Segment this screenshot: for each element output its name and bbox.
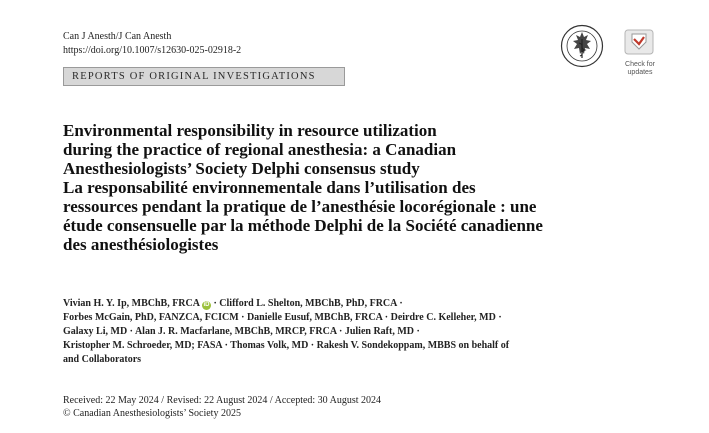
french-title-line: des anesthésiologistes <box>63 235 219 254</box>
section-label: REPORTS OF ORIGINAL INVESTIGATIONS <box>72 71 316 82</box>
doi-link[interactable]: https://doi.org/10.1007/s12630-025-02918-2 <box>63 45 242 56</box>
co-authors: · Clifford L. Shelton, MBChB, PhD, FRCA · <box>210 298 403 309</box>
first-author[interactable]: Vivian H. Y. Ip, MBChB, FRCA <box>63 298 200 309</box>
check-for-updates-badge[interactable] <box>622 28 658 74</box>
society-seal-icon <box>560 24 604 68</box>
check-updates-label: Check for updates <box>625 61 655 76</box>
author-list <box>63 297 509 367</box>
orcid-icon[interactable]: iD <box>203 302 210 308</box>
check-updates-icon <box>622 28 656 56</box>
copyright-notice: © Canadian Anesthesiologists’ Society 2025 <box>63 408 241 419</box>
publication-dates <box>63 394 381 420</box>
journal-name: Can J Anesth/J Can Anesth <box>63 31 172 42</box>
section-label-bar <box>63 67 345 86</box>
french-title-line: ressources pendant la pratique de l’anesthésie locorégionale : une <box>63 197 537 216</box>
title-line: Anesthesiologists’ Society Delphi consensus study <box>63 159 420 178</box>
title-line: Environmental responsibility in resource utilization <box>63 121 437 140</box>
french-title-line: La responsabilité environnementale dans l’utilisation des <box>63 178 476 197</box>
author-line: Kristopher M. Schroeder, MD; FASA · Thomas Volk, MD · Rakesh V. Sondekoppam, MBBS on behalf of <box>63 340 510 351</box>
title-line: during the practice of regional anesthesia: a Canadian <box>63 140 457 159</box>
author-line: Galaxy Li, MD · Alan J. R. Macfarlane, MBChB, MRCP, FRCA · Julien Raft, MD · <box>63 326 420 337</box>
journal-header <box>63 30 241 58</box>
author-line: and Collaborators <box>63 354 142 365</box>
received-dates: Received: 22 May 2024 / Revised: 22 August 2024 / Accepted: 30 August 2024 <box>63 395 382 406</box>
author-line: Forbes McGain, PhD, FANZCA, FCICM · Danielle Eusuf, MBChB, FRCA · Deirdre C. Kelleher, MD · <box>63 312 502 323</box>
french-title-line: étude consensuelle par la méthode Delphi de la Société canadienne <box>63 216 543 235</box>
author-line <box>63 297 509 311</box>
article-title <box>63 121 663 254</box>
